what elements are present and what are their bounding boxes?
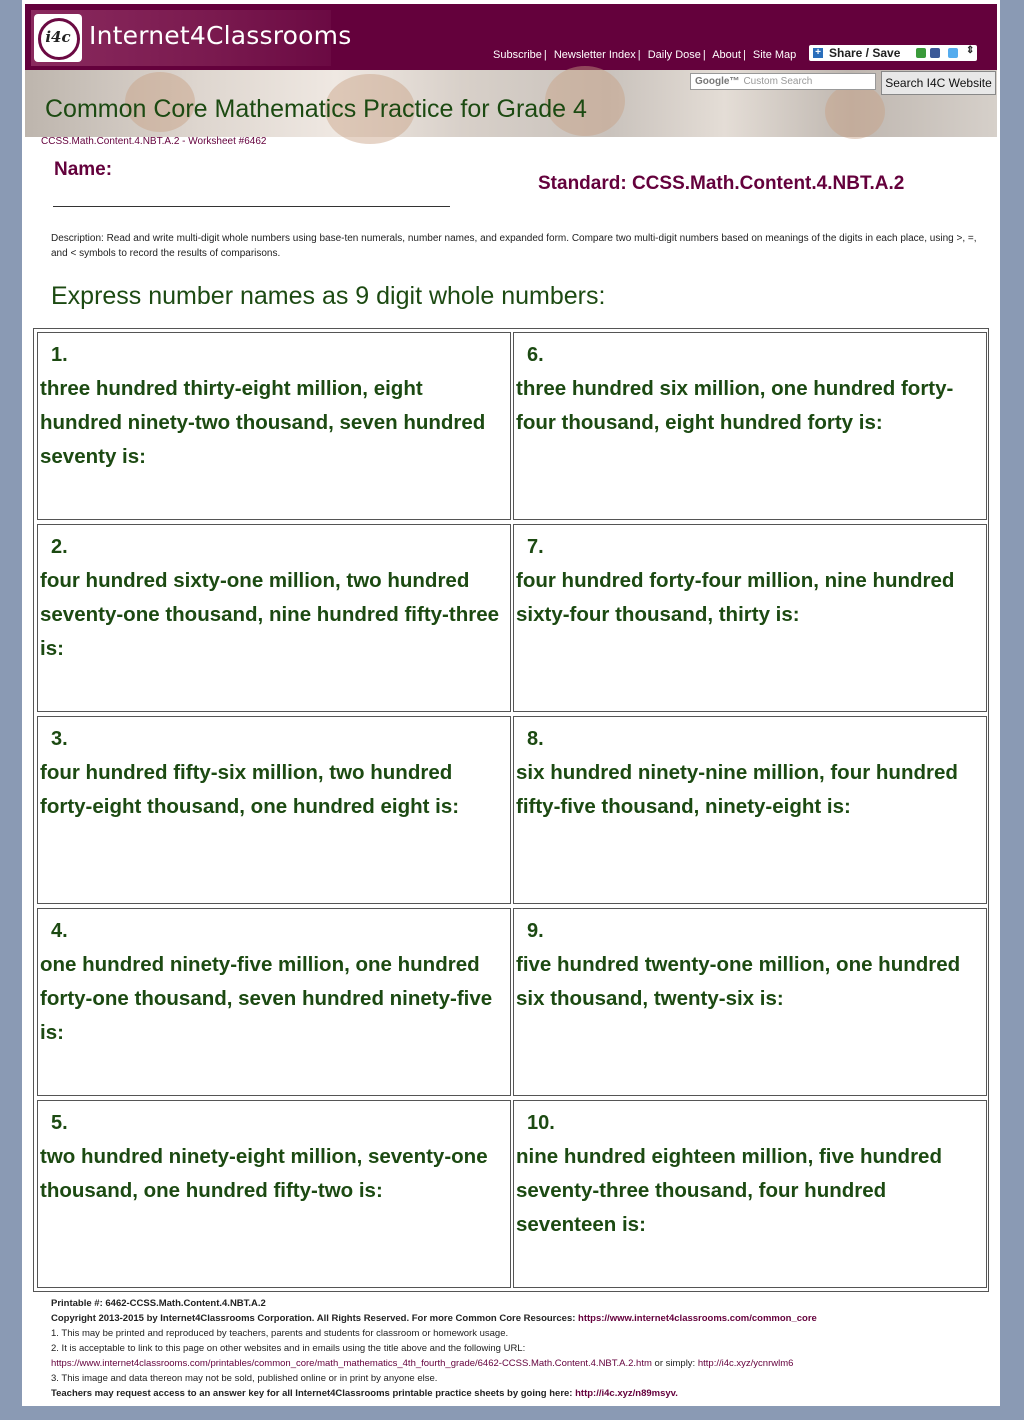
nav-separator: | <box>637 49 641 61</box>
problem-cell <box>37 716 511 904</box>
name-label: Name: <box>54 159 113 180</box>
banner-photo <box>825 84 885 139</box>
printable-number: Printable #: 6462-CCSS.Math.Content.4.NBT.A.2 <box>51 1298 266 1309</box>
description: Description: Read and write multi-digit whole numbers using base-ten numerals, number names, and expanded form. Compare two multi-digit numbers based on meanings of the digits in each place, using >, =, and < symbols to record the results of comparisons. <box>51 233 977 259</box>
problem-number: 3. <box>51 728 68 750</box>
problem-text: four hundred forty-four million, nine hundred sixty-four thousand, thirty is: <box>516 569 955 626</box>
search-placeholder: Custom Search <box>743 76 813 87</box>
site-logo[interactable] <box>31 10 352 66</box>
problem-number: 1. <box>51 344 68 366</box>
problem-text: three hundred thirty-eight million, eight hundred ninety-two thousand, seven hundred seventy is: <box>40 377 486 468</box>
share-save-button[interactable] <box>809 45 977 61</box>
share-icon <box>916 48 926 58</box>
usage-note-2: 2. It is acceptable to link to this page on other websites and in emails using the title above and the following URL: <box>51 1343 526 1354</box>
twitter-icon <box>948 48 958 58</box>
common-core-link[interactable]: https://www.internet4classrooms.com/common_core <box>578 1313 817 1324</box>
problem-cell <box>37 1100 511 1288</box>
page <box>22 0 1000 1406</box>
problem-number: 9. <box>527 920 544 942</box>
problem-cell <box>513 1100 987 1288</box>
problem-cell <box>513 908 987 1096</box>
problem-cell <box>37 524 511 712</box>
nav-about[interactable]: About <box>712 49 741 61</box>
instructions: Express number names as 9 digit whole numbers: <box>51 282 606 310</box>
i4c-logo-icon <box>34 14 82 62</box>
problem-text: two hundred ninety-eight million, seventy-one thousand, one hundred fifty-two is: <box>40 1145 488 1202</box>
page-title: Common Core Mathematics Practice for Grade 4 <box>45 95 587 123</box>
answer-key-text: Teachers may request access to an answer key for all Internet4Classrooms printable practice sheets by going here: <box>51 1388 573 1399</box>
problem-cell <box>37 332 511 520</box>
standard-label: Standard: CCSS.Math.Content.4.NBT.A.2 <box>538 173 905 194</box>
answer-key-link[interactable]: http://i4c.xyz/n89msyv. <box>575 1388 678 1399</box>
problem-text: six hundred ninety-nine million, four hundred fifty-five thousand, ninety-eight is: <box>516 761 958 818</box>
problem-text: four hundred fifty-six million, two hundred forty-eight thousand, one hundred eight is: <box>40 761 460 818</box>
problem-grid <box>33 328 989 1292</box>
search-button[interactable]: Search I4C Website <box>881 71 996 95</box>
short-url-link[interactable]: http://i4c.xyz/ycnrwlm6 <box>697 1358 794 1369</box>
footer <box>51 1296 991 1401</box>
nav-subscribe[interactable]: Subscribe <box>493 49 542 61</box>
worksheet-url-link[interactable]: https://www.internet4classrooms.com/printables/common_core/math_mathematics_4th_fourth_grade/6462-CCSS.Math.Content.4.NBT.A.2.htm <box>51 1358 652 1369</box>
banner <box>25 70 997 137</box>
nav-separator: | <box>543 49 547 61</box>
copyright-text: Copyright 2013-2015 by Internet4Classrooms Corporation. All Rights Reserved. For more Common Core Resources: <box>51 1313 576 1324</box>
nav-separator: | <box>742 49 746 61</box>
nav-daily-dose[interactable]: Daily Dose <box>647 49 701 61</box>
google-logo: Google™ <box>695 76 740 87</box>
site-header <box>25 4 997 70</box>
name-line <box>53 206 450 207</box>
nav-separator: | <box>702 49 706 61</box>
chevron-updown-icon: ⇕ <box>966 45 975 56</box>
problem-text: nine hundred eighteen million, five hundred seventy-three thousand, four hundred seventeen is: <box>516 1145 942 1236</box>
problem-text: four hundred sixty-one million, two hundred seventy-one thousand, nine hundred fifty-three is: <box>40 569 500 660</box>
problem-number: 10. <box>527 1112 555 1134</box>
plus-icon: + <box>813 48 823 58</box>
problem-number: 6. <box>527 344 544 366</box>
problem-number: 8. <box>527 728 544 750</box>
usage-note-3: 3. This image and data thereon may not be sold, published online or in print by anyone else. <box>51 1373 438 1384</box>
problem-text: five hundred twenty-one million, one hundred six thousand, twenty-six is: <box>516 953 961 1010</box>
problem-number: 4. <box>51 920 68 942</box>
search-input[interactable] <box>690 73 876 90</box>
problem-number: 2. <box>51 536 68 558</box>
problem-text: three hundred six million, one hundred forty-four thousand, eight hundred forty is: <box>516 377 954 434</box>
nav-newsletter-index[interactable]: Newsletter Index <box>553 49 636 61</box>
nav-site-map[interactable]: Site Map <box>752 49 797 61</box>
logo-badge-text: i4c <box>45 28 71 46</box>
problem-text: one hundred ninety-five million, one hundred forty-one thousand, seven hundred ninety-five is: <box>40 953 493 1044</box>
facebook-icon <box>930 48 940 58</box>
problem-number: 5. <box>51 1112 68 1134</box>
worksheet-id: CCSS.Math.Content.4.NBT.A.2 - Worksheet #6462 <box>41 136 267 147</box>
usage-note-1: 1. This may be printed and reproduced by teachers, parents and students for classroom or homework usage. <box>51 1328 509 1339</box>
logo-text: Internet4Classrooms <box>89 21 352 50</box>
share-label: Share / Save <box>829 46 901 60</box>
problem-cell <box>513 524 987 712</box>
problem-number: 7. <box>527 536 544 558</box>
problem-cell <box>513 332 987 520</box>
top-nav <box>493 49 796 61</box>
problem-cell <box>513 716 987 904</box>
or-simply-text: or simply: <box>654 1358 696 1369</box>
problem-cell <box>37 908 511 1096</box>
